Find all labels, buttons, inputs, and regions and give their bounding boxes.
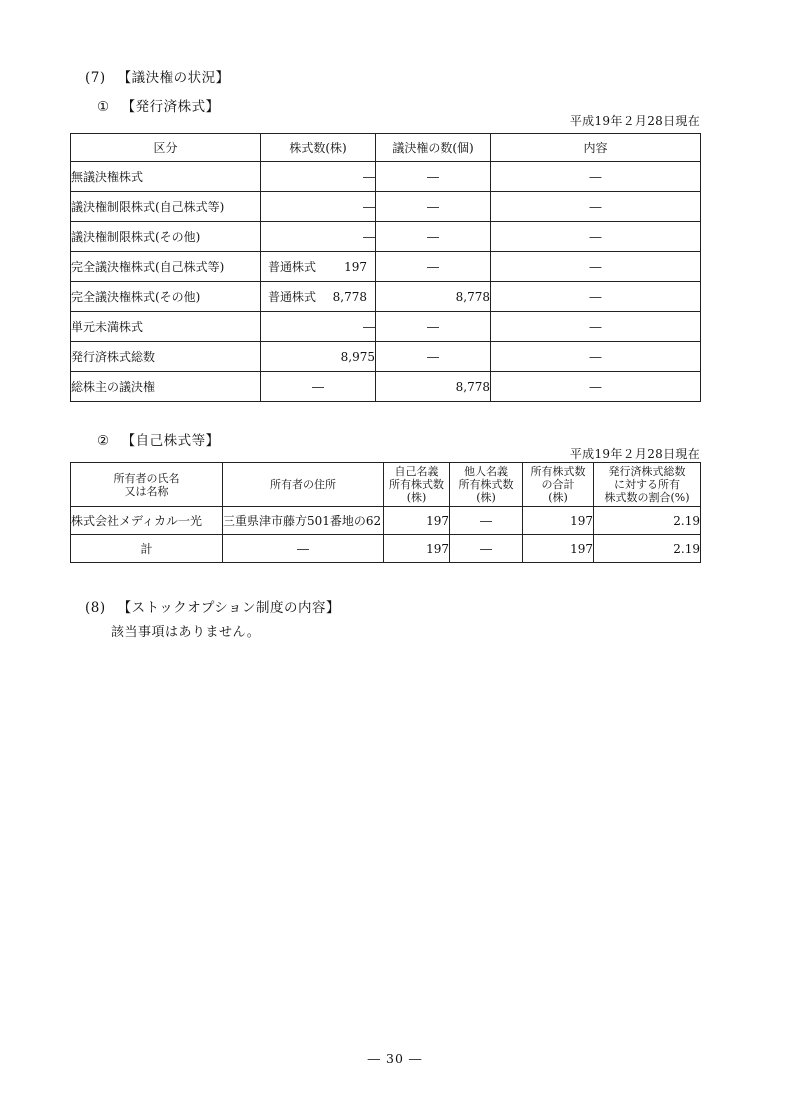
issued-shares-date-label: 平成19年２月28日現在 <box>569 114 700 128</box>
table-cell: 197 <box>523 507 594 535</box>
table-cell: ― <box>491 192 701 222</box>
table-row <box>71 535 701 563</box>
table-row <box>71 312 701 342</box>
table-cell: 計 <box>71 535 223 563</box>
table-cell: ― <box>450 507 523 535</box>
table-cell: 2.19 <box>594 535 701 563</box>
table-cell: 8,975 <box>261 342 376 372</box>
table-cell: 2.19 <box>594 507 701 535</box>
table-row <box>71 222 701 252</box>
section-7-title: 【議決権の状況】 <box>117 70 230 86</box>
share-count-value: 8,778 <box>332 289 367 304</box>
table-cell: 197 <box>384 507 450 535</box>
section-8-number: (8) <box>85 600 106 616</box>
table-cell: 単元未満株式 <box>71 312 261 342</box>
table-cell: ― <box>491 282 701 312</box>
share-class-label: 普通株式 <box>268 260 317 274</box>
section-7-heading <box>85 66 230 86</box>
table-cell: 8,778 <box>376 372 491 402</box>
subsection-1-number: ① <box>97 99 110 115</box>
table-cell: ― <box>261 162 376 192</box>
table-cell <box>261 252 376 282</box>
header-cell: 議決権の数(個) <box>376 134 491 162</box>
section-8-body: 該当事項はありません。 <box>111 625 261 640</box>
table-cell: ― <box>376 222 491 252</box>
table-cell: 議決権制限株式(その他) <box>71 222 261 252</box>
page-number-footer: ― 30 ― <box>367 1051 423 1066</box>
share-count-value: 197 <box>344 259 367 274</box>
header-cell: 所有者の氏名 又は名称 <box>71 463 223 507</box>
header-row <box>71 463 701 507</box>
section-8-title: 【ストックオプション制度の内容】 <box>117 600 341 616</box>
table-cell: ― <box>450 535 523 563</box>
header-row <box>71 134 701 162</box>
treasury-shares-table <box>70 462 701 563</box>
table-cell: ― <box>376 192 491 222</box>
table-cell: ― <box>376 162 491 192</box>
header-cell: 所有株式数 の合計 (株) <box>523 463 594 507</box>
table-cell: 197 <box>384 535 450 563</box>
table-cell: ― <box>261 312 376 342</box>
table-row <box>71 372 701 402</box>
table-cell: 株式会社メディカル一光 <box>71 507 223 535</box>
treasury-shares-date-label: 平成19年２月28日現在 <box>569 447 700 461</box>
subsection-2-title: 【自己株式等】 <box>121 433 220 449</box>
table-cell: ― <box>261 372 376 402</box>
table-cell: 197 <box>523 535 594 563</box>
table-cell: ― <box>491 342 701 372</box>
table-cell: 完全議決権株式(その他) <box>71 282 261 312</box>
issued-shares-table <box>70 133 701 402</box>
table-cell: 議決権制限株式(自己株式等) <box>71 192 261 222</box>
table-row <box>71 192 701 222</box>
table-row <box>71 282 701 312</box>
table-cell: 完全議決権株式(自己株式等) <box>71 252 261 282</box>
table-cell: ― <box>491 222 701 252</box>
header-cell: 内容 <box>491 134 701 162</box>
table-cell: ― <box>376 312 491 342</box>
table-cell: 三重県津市藤方501番地の62 <box>223 507 384 535</box>
section-7-number: (7) <box>85 70 106 86</box>
table-cell: ― <box>491 312 701 342</box>
table-row <box>71 342 701 372</box>
table-cell: 8,778 <box>376 282 491 312</box>
header-cell: 株式数(株) <box>261 134 376 162</box>
table-cell: ― <box>491 372 701 402</box>
table-cell: ― <box>261 222 376 252</box>
header-cell: 自己名義 所有株式数 (株) <box>384 463 450 507</box>
header-cell: 所有者の住所 <box>223 463 384 507</box>
table-row <box>71 507 701 535</box>
section-8-heading <box>85 596 340 616</box>
table-cell: ― <box>261 192 376 222</box>
header-cell: 区分 <box>71 134 261 162</box>
table-cell: ― <box>376 252 491 282</box>
header-cell: 他人名義 所有株式数 (株) <box>450 463 523 507</box>
table-cell: ― <box>223 535 384 563</box>
table-row <box>71 162 701 192</box>
header-cell: 発行済株式総数 に対する所有 株式数の割合(%) <box>594 463 701 507</box>
subsection-1-title: 【発行済株式】 <box>121 99 220 115</box>
table-cell <box>261 282 376 312</box>
table-cell: ― <box>376 342 491 372</box>
table-cell: 総株主の議決権 <box>71 372 261 402</box>
table-row <box>71 252 701 282</box>
subsection-2-number: ② <box>97 433 110 449</box>
table-cell: ― <box>491 252 701 282</box>
share-class-label: 普通株式 <box>268 290 317 304</box>
table-cell: 発行済株式総数 <box>71 342 261 372</box>
table-cell: 無議決権株式 <box>71 162 261 192</box>
table-cell: ― <box>491 162 701 192</box>
